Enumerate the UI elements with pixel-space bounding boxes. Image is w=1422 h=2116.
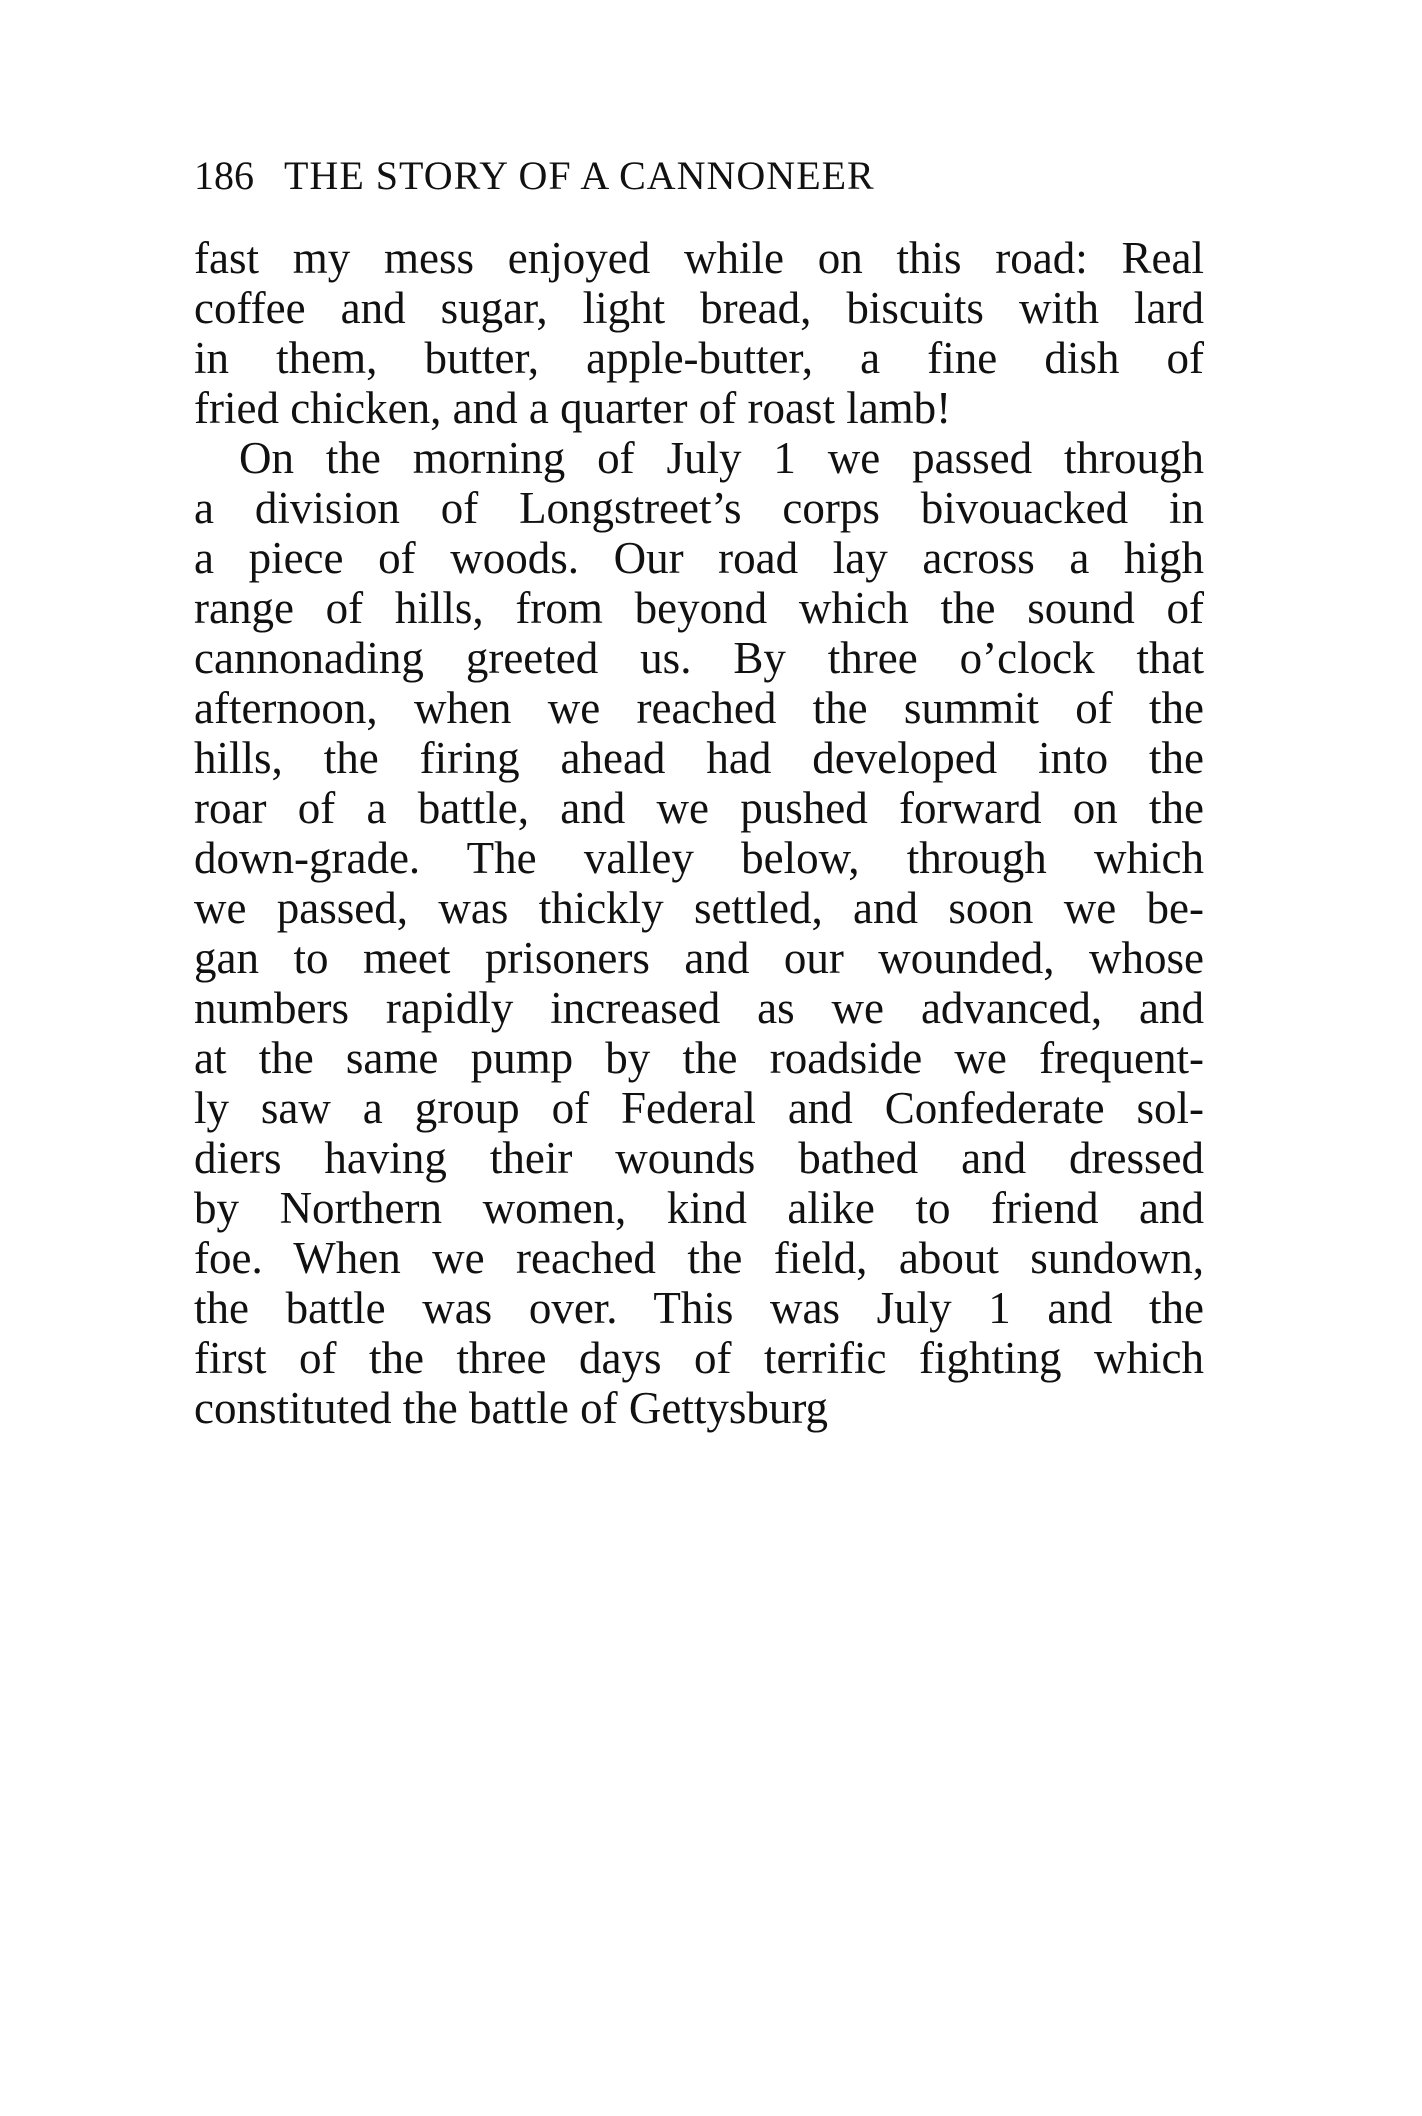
text-line: the battle was over. This was July 1 and the bbox=[194, 1283, 1204, 1333]
text-line: first of the three days of terrific fighting which bbox=[194, 1333, 1204, 1383]
text-line: foe. When we reached the field, about sundown, bbox=[194, 1233, 1204, 1283]
text-line: a piece of woods. Our road lay across a high bbox=[194, 533, 1204, 583]
text-line: roar of a battle, and we pushed forward on the bbox=[194, 783, 1204, 833]
running-head bbox=[194, 150, 1204, 202]
text-line: diers having their wounds bathed and dressed bbox=[194, 1133, 1204, 1183]
text-line: fried chicken, and a quarter of roast lamb! bbox=[194, 383, 952, 433]
text-line: at the same pump by the roadside we frequent- bbox=[194, 1033, 1204, 1083]
text-line: ly saw a group of Federal and Confederate sol- bbox=[194, 1083, 1204, 1133]
text-line: range of hills, from beyond which the sound of bbox=[194, 583, 1204, 633]
page-number: 186 bbox=[194, 153, 254, 198]
text-line: we passed, was thickly settled, and soon we be- bbox=[194, 883, 1204, 933]
paragraph-first-line: On the morning of July 1 we passed through bbox=[239, 433, 1204, 483]
text-line: hills, the firing ahead had developed into the bbox=[194, 733, 1204, 783]
text-line: constituted the battle of Gettysburg bbox=[194, 1383, 829, 1433]
text-line: in them, butter, apple-butter, a fine dish of bbox=[194, 333, 1204, 383]
running-title: THE STORY OF A CANNONEER bbox=[284, 153, 875, 198]
text-line: cannonading greeted us. By three o’clock that bbox=[194, 633, 1204, 683]
text-line: by Northern women, kind alike to friend and bbox=[194, 1183, 1204, 1233]
text-line: numbers rapidly increased as we advanced, and bbox=[194, 983, 1204, 1033]
text-line: gan to meet prisoners and our wounded, whose bbox=[194, 933, 1204, 983]
text-line: a division of Longstreet’s corps bivouacked in bbox=[194, 483, 1204, 533]
text-line: coffee and sugar, light bread, biscuits with lard bbox=[194, 283, 1204, 333]
body-text bbox=[194, 233, 1204, 1433]
text-line: fast my mess enjoyed while on this road: Real bbox=[194, 233, 1204, 283]
text-line: down-grade. The valley below, through which bbox=[194, 833, 1204, 883]
text-line: afternoon, when we reached the summit of the bbox=[194, 683, 1204, 733]
